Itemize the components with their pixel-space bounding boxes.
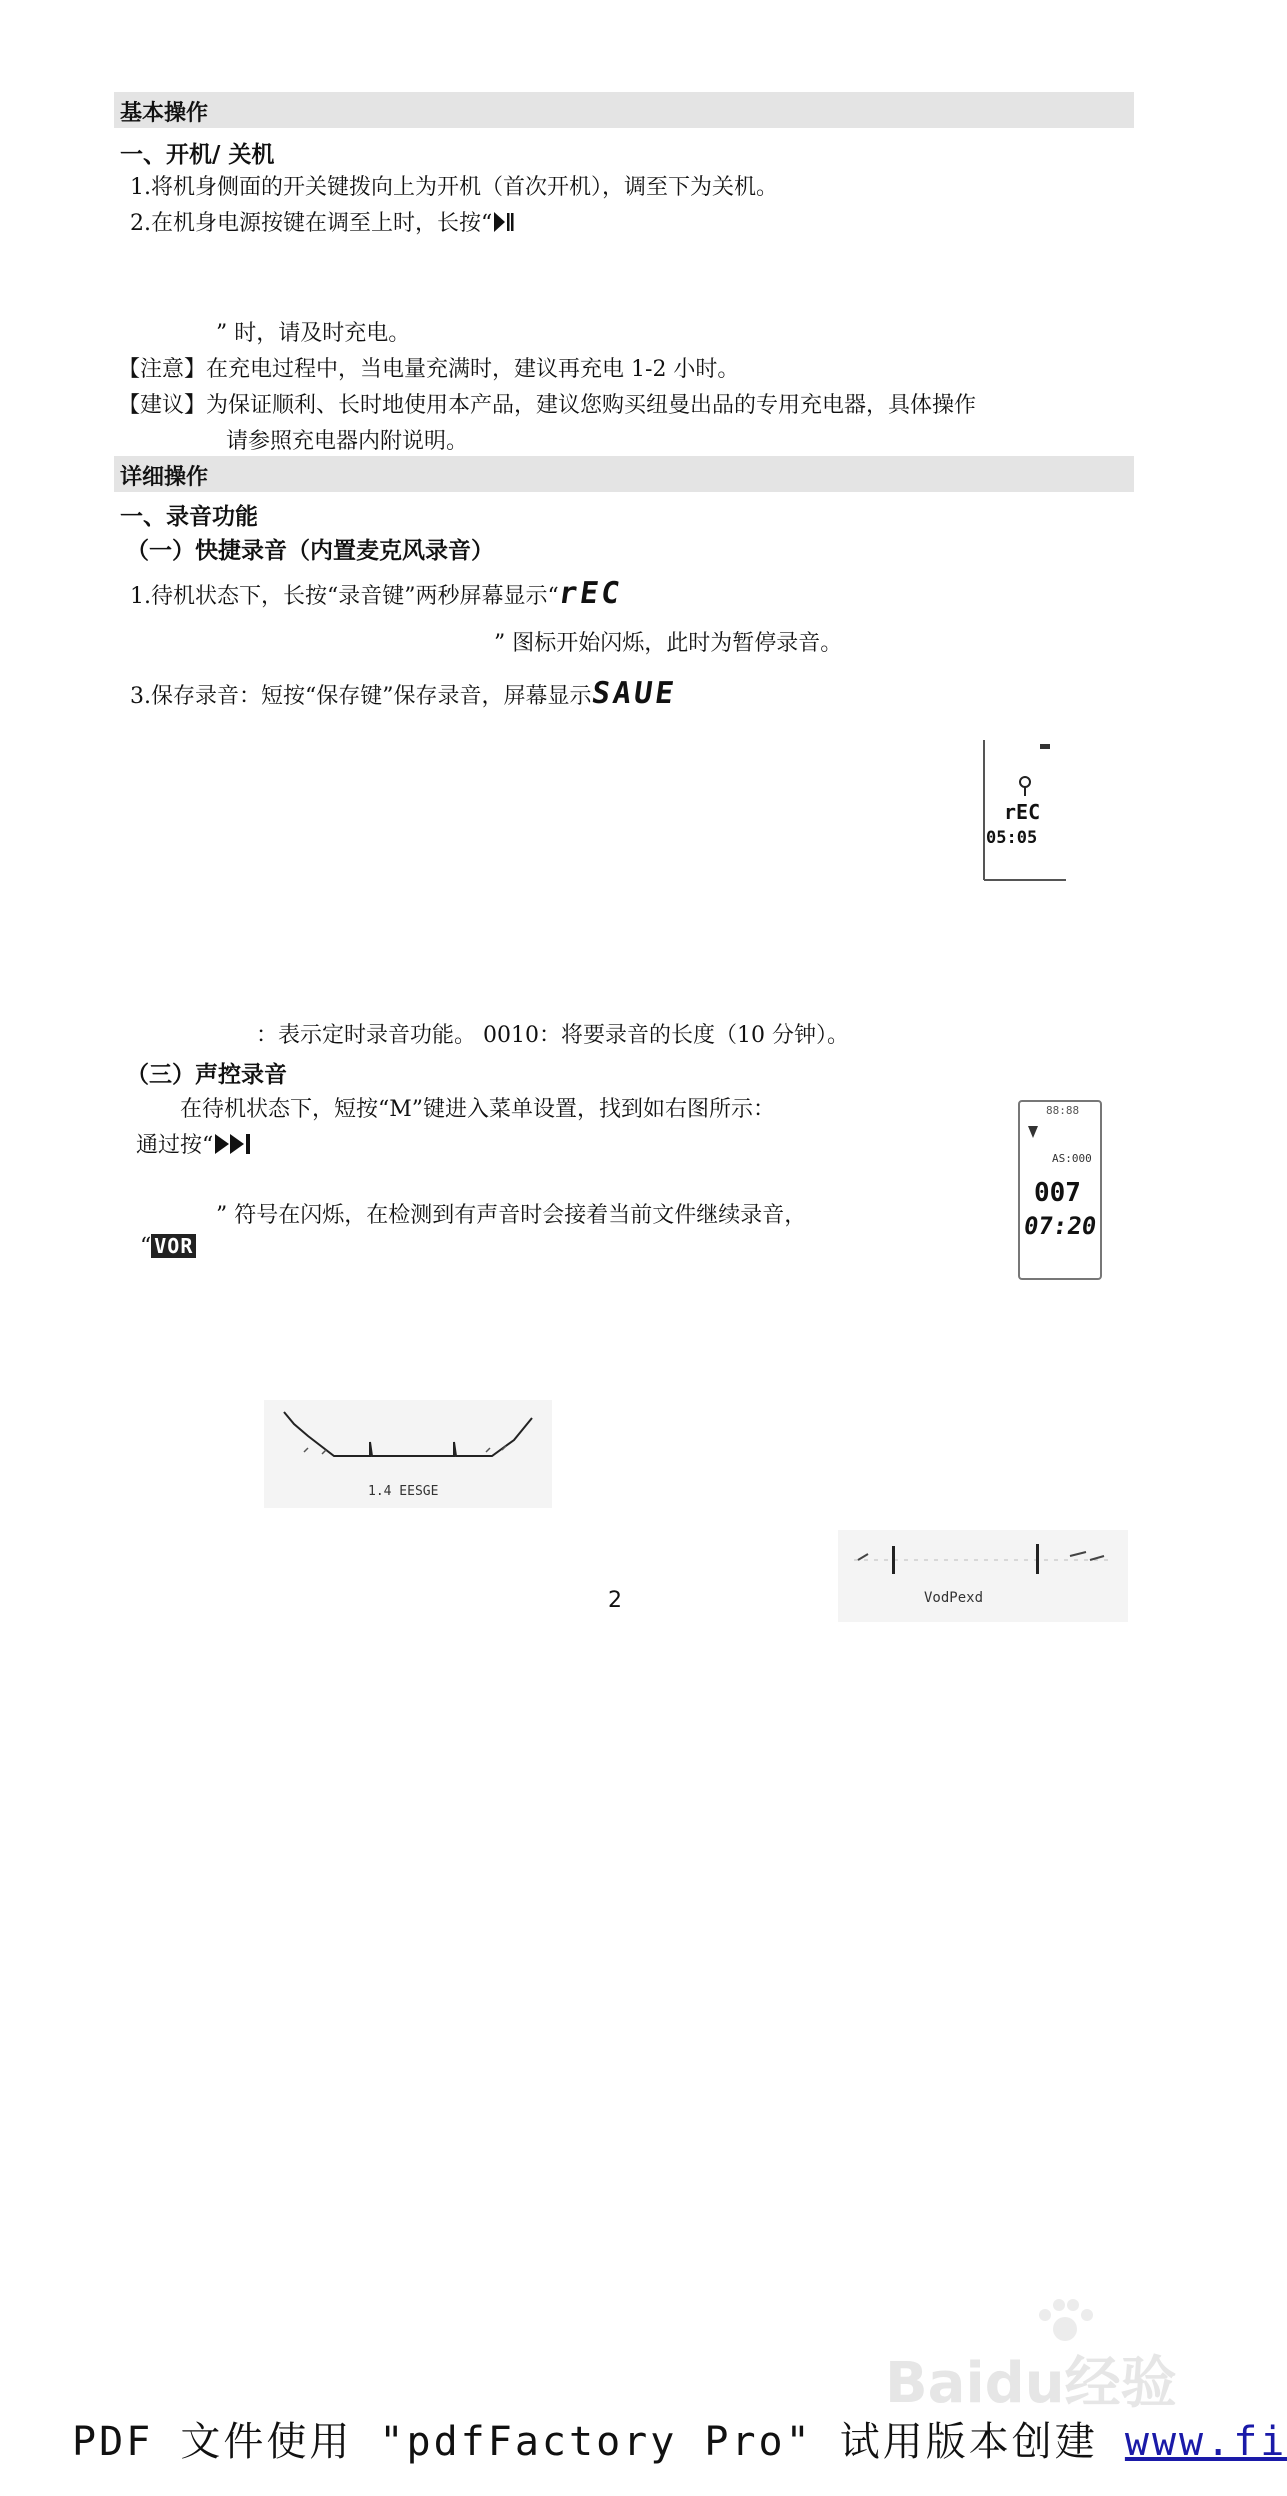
device2-number-text: 007 — [1034, 1178, 1081, 1208]
power-line-2 — [130, 206, 514, 237]
advice-text-1: 为保证顺利、长时地使用本产品，建议您购买纽曼出品的专用充电器，具体操作 — [206, 393, 977, 418]
lcd-save-display: SAUE — [589, 676, 679, 711]
timeline-icon — [838, 1530, 1128, 1586]
vor-badge: VOR — [151, 1234, 196, 1258]
section-title-basic: 基本操作 — [120, 101, 209, 126]
recording-screen-image — [982, 740, 1066, 886]
record-line-1 — [130, 576, 625, 611]
right-diagram-caption: VodPexd — [924, 1590, 984, 1606]
voice-line-3: ” 符号在闪烁，在检测到有声音时会接着当前文件继续录音， — [216, 1203, 807, 1228]
power-line-2-text: 2.在机身电源按键在调至上时，长按“ — [130, 211, 493, 236]
microphone-icon — [1026, 1124, 1040, 1140]
pdf-footer — [72, 2410, 1287, 2467]
waveform-diagram-left — [264, 1400, 552, 1508]
watermark-text: Baidu经验 — [885, 2351, 1177, 2416]
note-line — [118, 352, 739, 383]
left-diagram-caption: 1.4 EESGE — [368, 1484, 439, 1499]
page-number: 2 — [608, 1588, 622, 1613]
device2-time-text: 07:20 — [1022, 1212, 1099, 1240]
voice-line-2 — [136, 1128, 255, 1159]
power-line-1: 1.将机身侧面的开关键拨向上为开机（首次开机），调至下为关机。 — [130, 175, 778, 200]
waveform-diagram-right — [838, 1530, 1128, 1622]
device2-top-text: 88:88 — [1046, 1104, 1080, 1117]
play-pause-icon — [492, 210, 514, 234]
power-line-3: ” 时，请及时充电。 — [216, 321, 411, 346]
timer-description: ：表示定时录音功能。 0010：将要录音的长度（10 分钟）。 — [256, 1023, 849, 1048]
record-heading: 一、录音功能 — [120, 504, 258, 530]
record-line-3-text: 3.保存录音：短按“保存键”保存录音，屏幕显示 — [130, 684, 592, 709]
record-line-3 — [130, 676, 679, 711]
section-band-detail — [114, 456, 1134, 492]
voice-line-4 — [140, 1234, 196, 1259]
note-text: 在充电过程中，当电量充满时，建议再充电 1-2 小时。 — [206, 357, 740, 382]
lcd-rec-display: rEC — [556, 576, 625, 611]
footer-link[interactable]: www.fi — [1124, 2419, 1287, 2465]
fast-forward-icon — [213, 1132, 255, 1156]
advice-line-1 — [118, 388, 976, 419]
section-band-basic — [114, 92, 1134, 128]
voice-line-2-text: 通过按“ — [136, 1133, 214, 1158]
baidu-watermark — [885, 2295, 1185, 2416]
voice-record-heading: （三）声控录音 — [126, 1062, 287, 1088]
footer-text: PDF 文件使用 "pdfFactory Pro" 试用版本创建 — [72, 2419, 1125, 2465]
voice-record-screen-image — [1018, 1100, 1102, 1280]
record-line-1-text: 1.待机状态下，长按“录音键”两秒屏幕显示“ — [130, 584, 559, 609]
paw-logo-icon — [1025, 2295, 1105, 2345]
device2-mid-text: AS:000 — [1052, 1152, 1092, 1165]
advice-label: 【建议】 — [118, 393, 207, 418]
note-label: 【注意】 — [118, 357, 207, 382]
advice-line-2: 请参照充电器内附说明。 — [226, 429, 469, 454]
power-heading: 一、开机/ 关机 — [120, 142, 275, 168]
record-line-2: ” 图标开始闪烁，此时为暂停录音。 — [494, 631, 843, 656]
device1-time-text: 05:05 — [986, 828, 1038, 848]
voice-line-1: 在待机状态下，短按“M”键进入菜单设置，找到如右图所示： — [180, 1097, 776, 1122]
section-title-detail: 详细操作 — [120, 465, 209, 490]
voice-line-4-prefix: “ — [140, 1234, 152, 1259]
device1-rec-text: rEC — [1004, 800, 1041, 824]
quick-record-heading: （一）快捷录音（内置麦克风录音） — [126, 538, 494, 564]
waveform-icon — [264, 1400, 552, 1480]
